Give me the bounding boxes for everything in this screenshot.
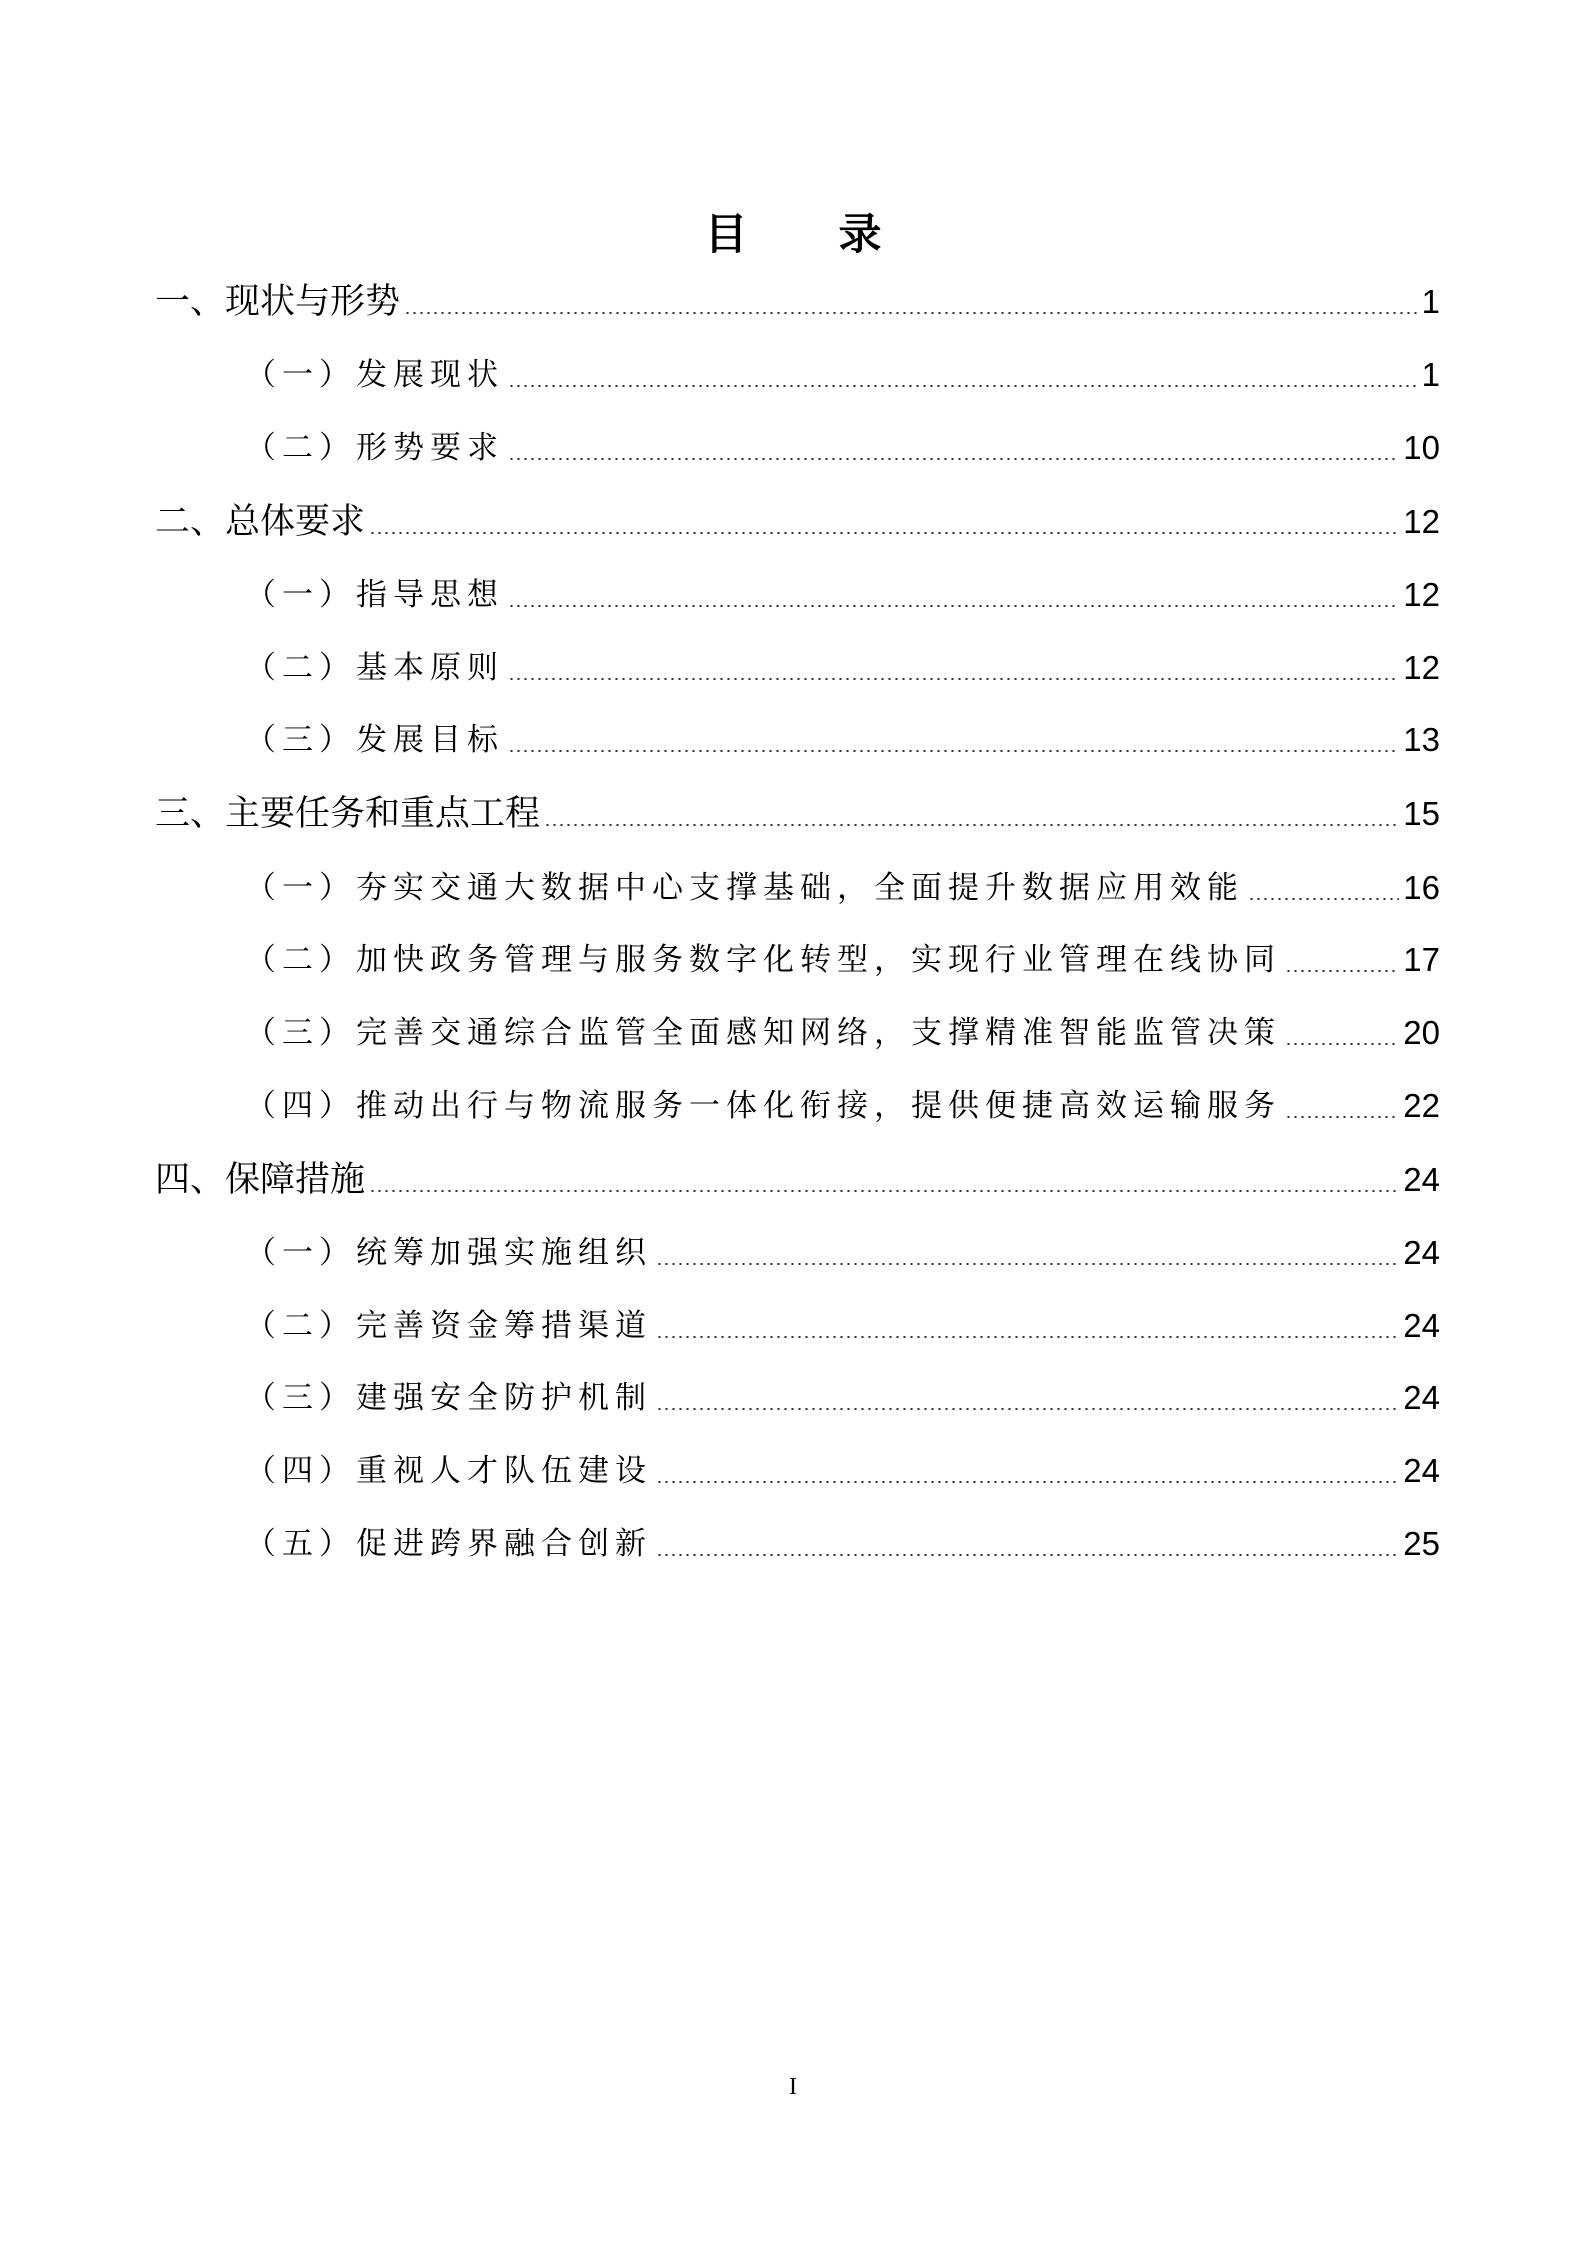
toc-entry-label: （二）基本原则 [245,650,504,686]
toc-entry[interactable] [0,935,1586,985]
toc-entry-label: （一）指导思想 [245,577,504,613]
toc-entry[interactable] [0,1519,1586,1569]
dot-leader [1248,898,1399,900]
toc-entry-page: 10 [1403,429,1440,466]
toc-entry-page: 22 [1403,1087,1440,1124]
toc-entry-page: 12 [1403,503,1440,540]
toc-entry[interactable] [0,715,1586,765]
toc-entry[interactable] [0,1228,1586,1278]
toc-entry-label: （一）统筹加强实施组织 [245,1235,652,1271]
toc-entry-label: （五）促进跨界融合创新 [245,1526,652,1562]
toc-entry[interactable] [0,1155,1586,1205]
toc-entry[interactable] [0,1446,1586,1496]
toc-entry[interactable] [0,1373,1586,1423]
toc-entry-label: 一、现状与形势 [155,282,401,322]
toc-entry[interactable] [0,570,1586,620]
toc-entry-page: 24 [1403,1452,1440,1489]
toc-entry-page: 16 [1403,869,1440,906]
dot-leader [508,385,1418,387]
toc-entry[interactable] [0,1008,1586,1058]
dot-leader [544,824,1399,826]
dot-leader [656,1554,1399,1556]
dot-leader [1285,1043,1399,1045]
toc-entry[interactable] [0,789,1586,839]
toc-entry-page: 24 [1403,1234,1440,1271]
toc-entry-label: （三）建强安全防护机制 [245,1380,652,1416]
dot-leader [656,1408,1399,1410]
dot-leader [656,1481,1399,1483]
dot-leader [1285,970,1399,972]
toc-entry-page: 13 [1403,721,1440,758]
toc-entry-page: 15 [1403,795,1440,832]
toc-entry[interactable] [0,863,1586,913]
toc-entry-page: 17 [1403,941,1440,978]
toc-entry-page: 1 [1421,356,1440,393]
dot-leader [656,1263,1399,1265]
toc-entry[interactable] [0,1081,1586,1131]
toc-entry-label: 四、保障措施 [155,1160,366,1200]
toc-title: 目 录 [704,210,920,260]
toc-entry-label: （一）发展现状 [245,357,504,393]
toc-entry-label: （三）发展目标 [245,722,504,758]
dot-leader [508,750,1399,752]
dot-leader [1285,1116,1399,1118]
toc-entry-label: 三、主要任务和重点工程 [155,794,541,834]
toc-entry-page: 1 [1421,283,1440,320]
page-number: I [789,2074,797,2100]
toc-entry[interactable] [0,1301,1586,1351]
toc-entry-label: 二、总体要求 [155,502,366,542]
toc-entry-page: 24 [1403,1161,1440,1198]
toc-entry-label: （二）完善资金筹措渠道 [245,1308,652,1344]
toc-entry-page: 24 [1403,1307,1440,1344]
dot-leader [656,1336,1399,1338]
toc-entry-label: （四）重视人才队伍建设 [245,1453,652,1489]
toc-entry-page: 12 [1403,576,1440,613]
toc-entry-page: 25 [1403,1525,1440,1562]
dot-leader [508,458,1399,460]
toc-entry[interactable] [0,350,1586,400]
toc-entry[interactable] [0,423,1586,473]
dot-leader [508,678,1399,680]
toc-entry[interactable] [0,643,1586,693]
dot-leader [404,312,1418,314]
dot-leader [369,532,1399,534]
toc-entry-page: 20 [1403,1014,1440,1051]
toc-entry-label: （二）加快政务管理与服务数字化转型，实现行业管理在线协同 [245,942,1281,978]
toc-entry-label: （三）完善交通综合监管全面感知网络，支撑精准智能监管决策 [245,1015,1281,1051]
toc-entry-label: （二）形势要求 [245,430,504,466]
dot-leader [508,605,1399,607]
toc-entry[interactable] [0,277,1586,327]
dot-leader [369,1190,1399,1192]
toc-entry-label: （四）推动出行与物流服务一体化衔接，提供便捷高效运输服务 [245,1088,1281,1124]
toc-entry-page: 24 [1403,1379,1440,1416]
toc-entry[interactable] [0,497,1586,547]
toc-entry-label: （一）夯实交通大数据中心支撑基础，全面提升数据应用效能 [245,870,1244,906]
toc-entry-page: 12 [1403,649,1440,686]
